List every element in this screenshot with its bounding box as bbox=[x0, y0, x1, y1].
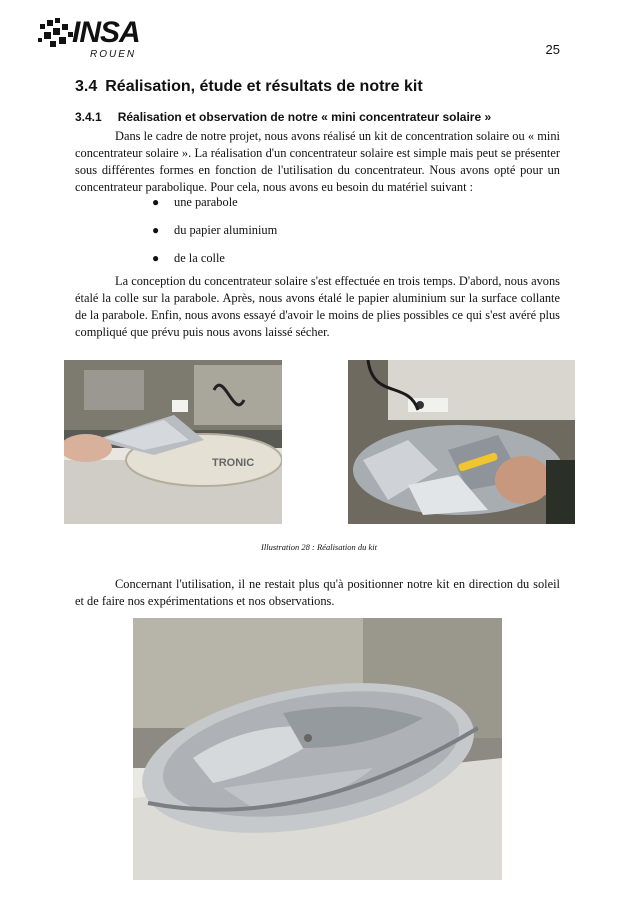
intro-paragraph: Dans le cadre de notre projet, nous avons réalisé un kit de concentration solaire ou « mini concentrateur solaire ». La réalisation d'un concentrateur solaire est simple mais peut se présenter sous différentes formes en fonction de l'utilisation du concentrateur. Nous avons opté pour un concentrateur parabolique. Pour cela, nous avons eu besoin du matériel suivant : bbox=[75, 129, 560, 194]
conception-paragraph: La conception du concentrateur solaire s'est effectuée en trois temps. D'abord, nous avons étalé la colle sur la parabole. Après, nous avons étalé le papier aluminium sur la surface collante de la parabole. Enfin, nous avons essayé d'avoir le moins de plies possibles ce qui s'est avéré plus compliqué que prévu puis nous avons laissé sécher. bbox=[75, 274, 560, 339]
list-item-label: de la colle bbox=[174, 251, 225, 265]
photo-glue-spreading bbox=[348, 360, 575, 524]
logo-subtitle: ROUEN bbox=[90, 49, 137, 60]
subsection-heading bbox=[75, 110, 491, 124]
usage-paragraph: Concernant l'utilisation, il ne restait plus qu'à positionner notre kit en direction du soleil et de faire nos expérimentations et nos observations. bbox=[75, 577, 560, 608]
materials-list bbox=[152, 195, 277, 279]
list-item bbox=[152, 223, 277, 251]
logo-dots-icon bbox=[38, 18, 74, 52]
figure-caption: Illustration 28 : Réalisation du kit bbox=[261, 542, 377, 552]
list-item-label: du papier aluminium bbox=[174, 223, 278, 237]
bullet-icon: ● bbox=[152, 195, 160, 209]
section-title: Réalisation, étude et résultats de notre kit bbox=[105, 78, 423, 95]
section-number: 3.4 bbox=[75, 78, 98, 95]
photo-foil-application bbox=[64, 360, 282, 524]
bullet-icon: ● bbox=[152, 251, 160, 265]
page-number: 25 bbox=[545, 42, 560, 57]
dish-brand-text: TRONIC bbox=[212, 457, 255, 469]
list-item bbox=[152, 195, 277, 223]
bullet-icon: ● bbox=[152, 223, 160, 237]
subsection-title: Réalisation et observation de notre « mini concentrateur solaire » bbox=[117, 110, 492, 124]
list-item-label: une parabole bbox=[174, 195, 238, 209]
insa-rouen-logo bbox=[38, 16, 168, 62]
section-heading bbox=[75, 78, 423, 96]
photo-finished-concentrator bbox=[133, 618, 502, 880]
subsection-number: 3.4.1 bbox=[75, 110, 102, 124]
logo-brand: INSA bbox=[72, 16, 140, 49]
